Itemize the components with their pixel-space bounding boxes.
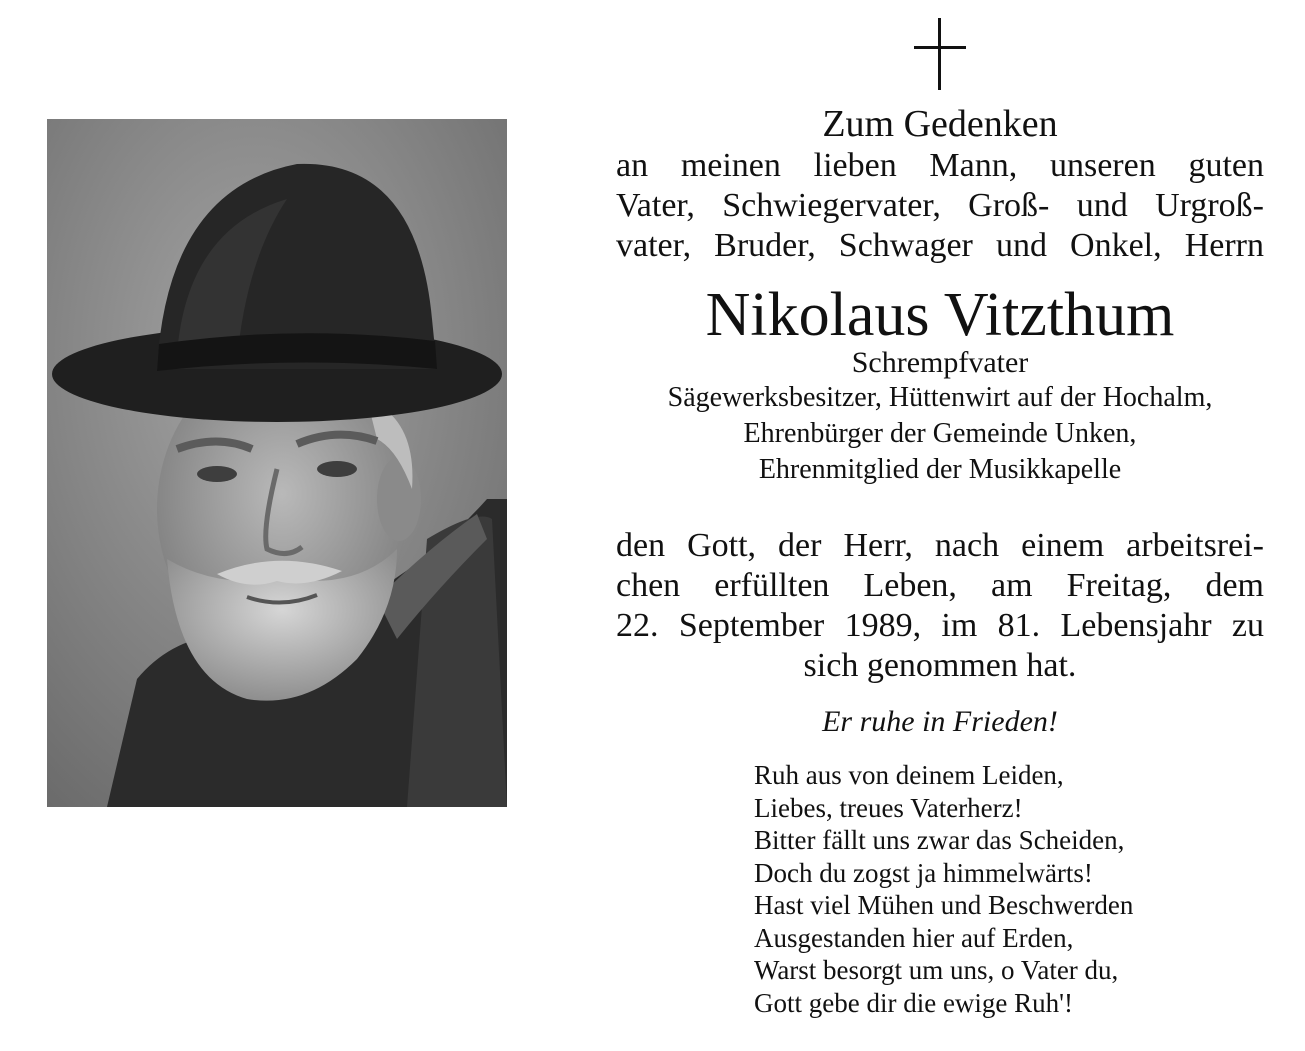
- poem-line: Doch du zogst ja himmelwärts!: [754, 857, 1093, 888]
- intro-paragraph: [616, 146, 1264, 266]
- poem-line: Hast viel Mühen und Beschwerden: [754, 890, 1134, 920]
- body-line: den Gott, der Herr, nach einem arbeitsrei-: [616, 527, 1264, 564]
- portrait-illustration: [47, 119, 507, 807]
- body-paragraph: [616, 526, 1264, 686]
- cross-icon: [914, 18, 966, 90]
- intro-line: vater, Bruder, Schwager und Onkel, Herrn: [616, 227, 1264, 264]
- body-line: chen erfüllten Leben, am Freitag, dem: [616, 567, 1264, 604]
- poem-line: Warst besorgt um uns, o Vater du,: [754, 955, 1119, 985]
- body-line: sich genommen hat.: [803, 647, 1077, 684]
- title-line: Ehrenbürger der Gemeinde Unken,: [743, 418, 1137, 449]
- memorial-text: [616, 18, 1264, 740]
- nickname: Schrempfvater: [851, 346, 1029, 379]
- portrait-photo: [47, 119, 507, 807]
- heading: Zum Gedenken: [822, 103, 1058, 145]
- poem-line: Liebes, treues Vaterherz!: [754, 792, 1023, 823]
- poem-line: Ruh aus von deinem Leiden,: [754, 760, 1064, 790]
- titles: [616, 380, 1264, 488]
- body-line: 22. September 1989, im 81. Lebensjahr zu: [616, 607, 1264, 644]
- rip-line: Er ruhe in Frieden!: [822, 705, 1058, 738]
- title-line: Sägewerksbesitzer, Hüttenwirt auf der Hochalm,: [667, 382, 1213, 413]
- poem: [754, 759, 1133, 1019]
- intro-line: Vater, Schwiegervater, Groß- und Urgroß-: [616, 187, 1264, 224]
- poem-line: Bitter fällt uns zwar das Scheiden,: [754, 825, 1125, 855]
- title-line: Ehrenmitglied der Musikkapelle: [758, 454, 1122, 485]
- poem-line: Gott gebe dir die ewige Ruh'!: [754, 987, 1074, 1018]
- deceased-name: Nikolaus Vitzthum: [705, 281, 1175, 349]
- poem-line: Ausgestanden hier auf Erden,: [754, 922, 1074, 953]
- intro-line: an meinen lieben Mann, unseren guten: [616, 147, 1264, 184]
